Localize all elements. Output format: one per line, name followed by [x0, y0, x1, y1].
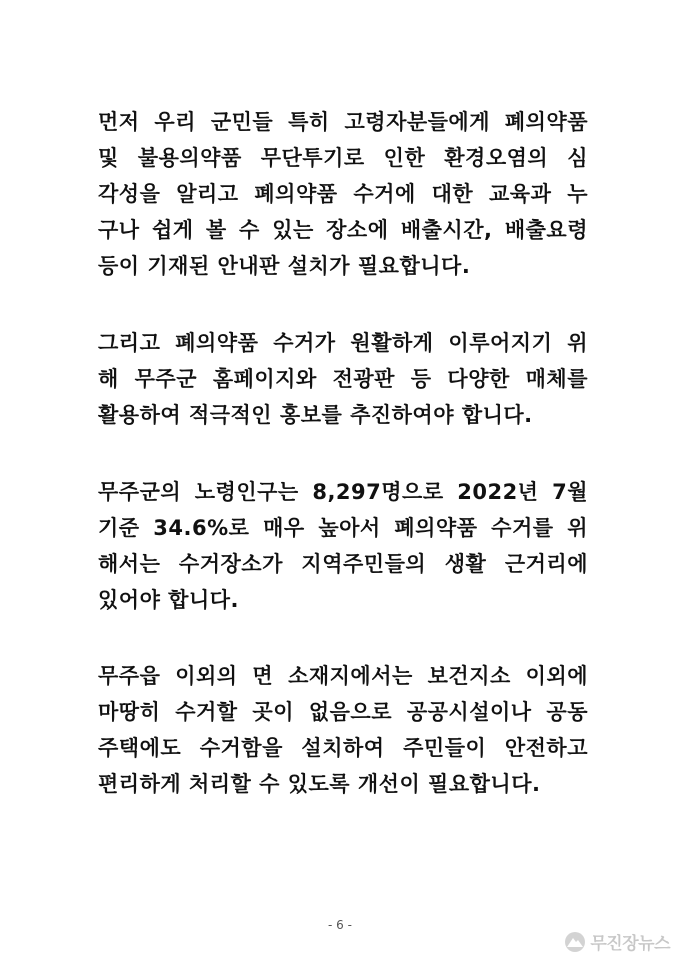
paragraph-line: 구나 쉽게 볼 수 있는 장소에 배출시간, 배출요령	[98, 218, 588, 242]
paragraph-2	[98, 325, 588, 433]
paragraph-line: 있어야 합니다.	[98, 588, 240, 612]
watermark	[564, 929, 670, 954]
paragraph-line: 주택에도 수거함을 설치하여 주민들이 안전하고	[98, 736, 588, 760]
paragraph-line: 편리하게 처리할 수 있도록 개선이 필요합니다.	[98, 772, 541, 796]
paragraph-line: 활용하여 적극적인 홍보를 추진하여야 합니다.	[98, 403, 533, 427]
paragraph-line: 무주읍 이외의 면 소재지에서는 보건지소 이외에	[98, 664, 588, 688]
paragraph-line: 기준 34.6%로 매우 높아서 폐의약품 수거를 위	[98, 516, 588, 540]
paragraph-line: 무주군의 노령인구는 8,297명으로 2022년 7월	[98, 480, 588, 504]
page-number: - 6 -	[328, 918, 352, 932]
paragraph-1	[98, 104, 588, 284]
paragraph-line: 먼저 우리 군민들 특히 고령자분들에게 폐의약품	[98, 110, 588, 134]
watermark-text: 무진장뉴스	[590, 934, 670, 954]
paragraph-line: 마땅히 수거할 곳이 없음으로 공공시설이나 공동	[98, 700, 588, 724]
paragraph-line: 해서는 수거장소가 지역주민들의 생활 근거리에	[98, 552, 588, 576]
paragraph-4	[98, 658, 588, 802]
paragraph-line: 해 무주군 홈페이지와 전광판 등 다양한 매체를	[98, 367, 588, 391]
paragraph-line: 등이 기재된 안내판 설치가 필요합니다.	[98, 254, 471, 278]
paragraph-line: 그리고 폐의약품 수거가 원활하게 이루어지기 위	[98, 331, 588, 355]
paragraph-line: 각성을 알리고 폐의약품 수거에 대한 교육과 누	[98, 182, 588, 206]
paragraph-line: 및 불용의약품 무단투기로 인한 환경오염의 심	[98, 146, 588, 170]
mountain-logo-icon	[564, 931, 586, 953]
paragraph-3	[98, 474, 588, 618]
